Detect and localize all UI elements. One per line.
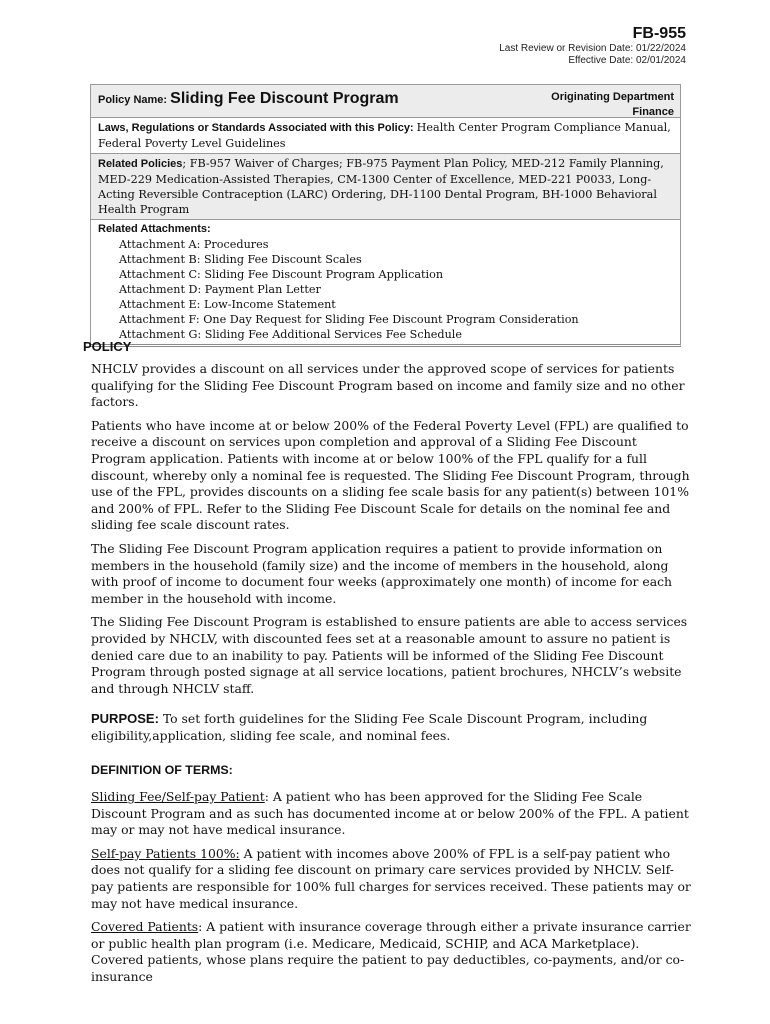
attachment-item: Attachment E: Low-Income Statement [119, 298, 336, 311]
related-text: ; FB-957 Waiver of Charges; FB-975 Payment Plan Policy, MED-212 Family Planning, MED-229 Medication-Assisted Therapies, CM-1300 Center of Excellence, MED-221 P0033, Long-Acting Reversible Contraception (LARC) Ordering, DH-1100 Dental Program, BH-1000 Behavioral Health Program [98, 157, 664, 216]
policy-heading: POLICY [83, 339, 132, 354]
policy-name-value: Sliding Fee Discount Program [170, 90, 399, 107]
policy-name [98, 91, 399, 108]
orig-dept-value: Finance [632, 106, 674, 118]
purpose-text: To set forth guidelines for the Sliding Fee Scale Discount Program, including eligibility,application, sliding fee scale, and nominal fees. [91, 711, 648, 743]
attachments-label: Related Attachments: [98, 223, 211, 235]
orig-dept-label: Originating Department [551, 91, 674, 103]
effective-date: Effective Date: 02/01/2024 [568, 55, 686, 66]
attachment-item: Attachment F: One Day Request for Sliding Fee Discount Program Consideration [119, 313, 579, 326]
originating-department [551, 90, 674, 120]
policy-name-row [91, 85, 680, 118]
document-header [499, 25, 686, 67]
definition-item [91, 789, 691, 839]
laws-label: Laws, Regulations or Standards Associated with this Policy: [98, 122, 417, 134]
definition-term: Covered Patients [91, 919, 199, 935]
policy-paragraph: Patients who have income at or below 200% of the Federal Poverty Level (FPL) are qualified to receive a discount on services upon completion and approval of a Sliding Fee Discount Program application. Patients with income at or below 100% of the FPL qualify for a full discount, whereby only a nominal fee is requested. The Sliding Fee Discount Program, through use of the FPL, provides discounts on a sliding fee scale basis for any patient(s) between 101% and 200% of FPL. Refer to the Sliding Fee Discount Scale for details on the nominal fee and sliding fee scale discount rates. [91, 417, 690, 533]
laws-text: Health Center Program Compliance Manual, Federal Poverty Level Guidelines [98, 121, 671, 150]
document-body [91, 361, 691, 993]
related-policies-row [91, 154, 680, 220]
attachment-item: Attachment D: Payment Plan Letter [119, 283, 321, 296]
definition-text: : A patient who has been approved for the Sliding Fee Scale Discount Program and as such has documented income at or below 200% of the FPL. A patient may or may not have medical insurance. [91, 789, 689, 838]
laws-row [91, 118, 680, 154]
policy-name-label: Policy Name: [98, 94, 171, 106]
purpose-section [91, 711, 691, 744]
policy-info-table [90, 84, 681, 347]
policy-paragraph: NHCLV provides a discount on all services under the approved scope of services for patients qualifying for the Sliding Fee Discount Program based on income and family size and no other factors. [91, 361, 685, 410]
definition-term: Self-pay Patients 100%: [91, 845, 240, 861]
attachment-item: Attachment A: Procedures [119, 238, 269, 251]
policy-paragraph: The Sliding Fee Discount Program application requires a patient to provide information on members in the household (family size) and the income of members in the household, along with proof of income to document four weeks (approximately one month) of income for each member in the household with income. [91, 540, 673, 606]
attachment-item: Attachment G: Sliding Fee Additional Services Fee Schedule [119, 328, 462, 341]
attachments-list [98, 237, 674, 342]
attachments-row [91, 220, 680, 344]
definition-text: : A patient with insurance coverage through either a private insurance carrier or public health plan program (i.e. Medicare, Medicaid, SCHIP, and ACA Marketplace). Covered patients, whose plans require the patient to pay deductibles, co-payments, and/or co-insurance [91, 919, 691, 984]
definitions-heading: DEFINITION OF TERMS: [91, 763, 233, 778]
review-date: Last Review or Revision Date: 01/22/2024 [499, 43, 686, 54]
attachment-item: Attachment C: Sliding Fee Discount Program Application [119, 268, 444, 281]
definition-item [91, 846, 691, 912]
definition-text: A patient with incomes above 200% of FPL is a self-pay patient who does not qualify for a sliding fee discount on primary care services provided by NHCLV. Self-pay patients are responsible for 100% full charges for services received. These patients may or may not have medical insurance. [91, 845, 691, 911]
policy-paragraph: The Sliding Fee Discount Program is established to ensure patients are able to access services provided by NHCLV, with discounted fees set at a reasonable amount to assure no patient is denied care due to an inability to pay. Patients will be informed of the Sliding Fee Discount Program through posted signage at all service locations, patient brochures, NHCLV’s website and through NHCLV staff. [91, 614, 688, 696]
policy-code: FB-955 [632, 25, 686, 42]
definition-term: Sliding Fee/Self-pay Patient [91, 789, 265, 805]
definition-item [91, 919, 691, 985]
attachment-item: Attachment B: Sliding Fee Discount Scales [119, 253, 362, 266]
purpose-label: PURPOSE: [91, 711, 159, 727]
related-label: Related Policies [98, 158, 183, 170]
